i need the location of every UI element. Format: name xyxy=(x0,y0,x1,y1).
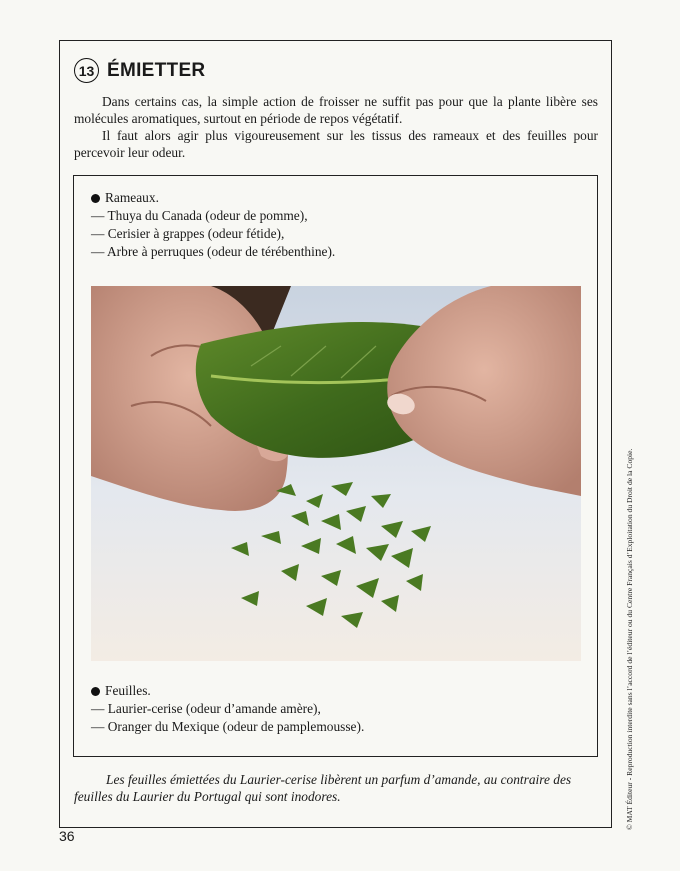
rameaux-item: — Thuya du Canada (odeur de pomme), xyxy=(91,208,308,223)
section-header xyxy=(74,58,205,83)
feuilles-heading: Feuilles. xyxy=(105,683,151,698)
rameaux-item: — Cerisier à grappes (odeur fétide), xyxy=(91,226,285,241)
bullet-icon xyxy=(91,687,100,696)
page-number: 36 xyxy=(59,828,75,844)
intro-text xyxy=(74,93,598,161)
feuilles-item: — Oranger du Mexique (odeur de pamplemousse). xyxy=(91,719,365,734)
rameaux-heading-row xyxy=(91,189,335,207)
rameaux-list xyxy=(91,189,335,261)
section-title: ÉMIETTER xyxy=(107,59,206,81)
copyright-notice: © MAT Éditeur - Reproduction interdite sans l’accord de l’éditeur ou du Centre Français d’Exploitation du Droit de la Copie. xyxy=(625,448,634,830)
section-number-badge: 13 xyxy=(74,58,99,83)
intro-paragraph-1: Dans certains cas, la simple action de froisser ne suffit pas pour que la plante libère ses molécules aromatiques, surtout en période de repos végétatif. xyxy=(74,94,598,126)
photo-caption xyxy=(74,771,598,805)
bullet-icon xyxy=(91,194,100,203)
photo-illustration xyxy=(91,286,581,661)
rameaux-item: — Arbre à perruques (odeur de térébenthine). xyxy=(91,244,336,259)
photo-crumbling-leaf xyxy=(91,286,581,661)
caption-line-2: feuilles du Laurier du Portugal qui sont inodores. xyxy=(74,789,341,804)
rameaux-heading: Rameaux. xyxy=(105,190,159,205)
intro-paragraph-2: Il faut alors agir plus vigoureusement sur les tissus des rameaux et des feuilles pour percevoir leur odeur. xyxy=(74,128,598,160)
feuilles-item: — Laurier-cerise (odeur d’amande amère), xyxy=(91,701,321,716)
feuilles-heading-row xyxy=(91,682,364,700)
feuilles-list xyxy=(91,682,364,736)
caption-line-1: Les feuilles émiettées du Laurier-cerise libèrent un parfum d’amande, au contraire des xyxy=(106,772,572,787)
